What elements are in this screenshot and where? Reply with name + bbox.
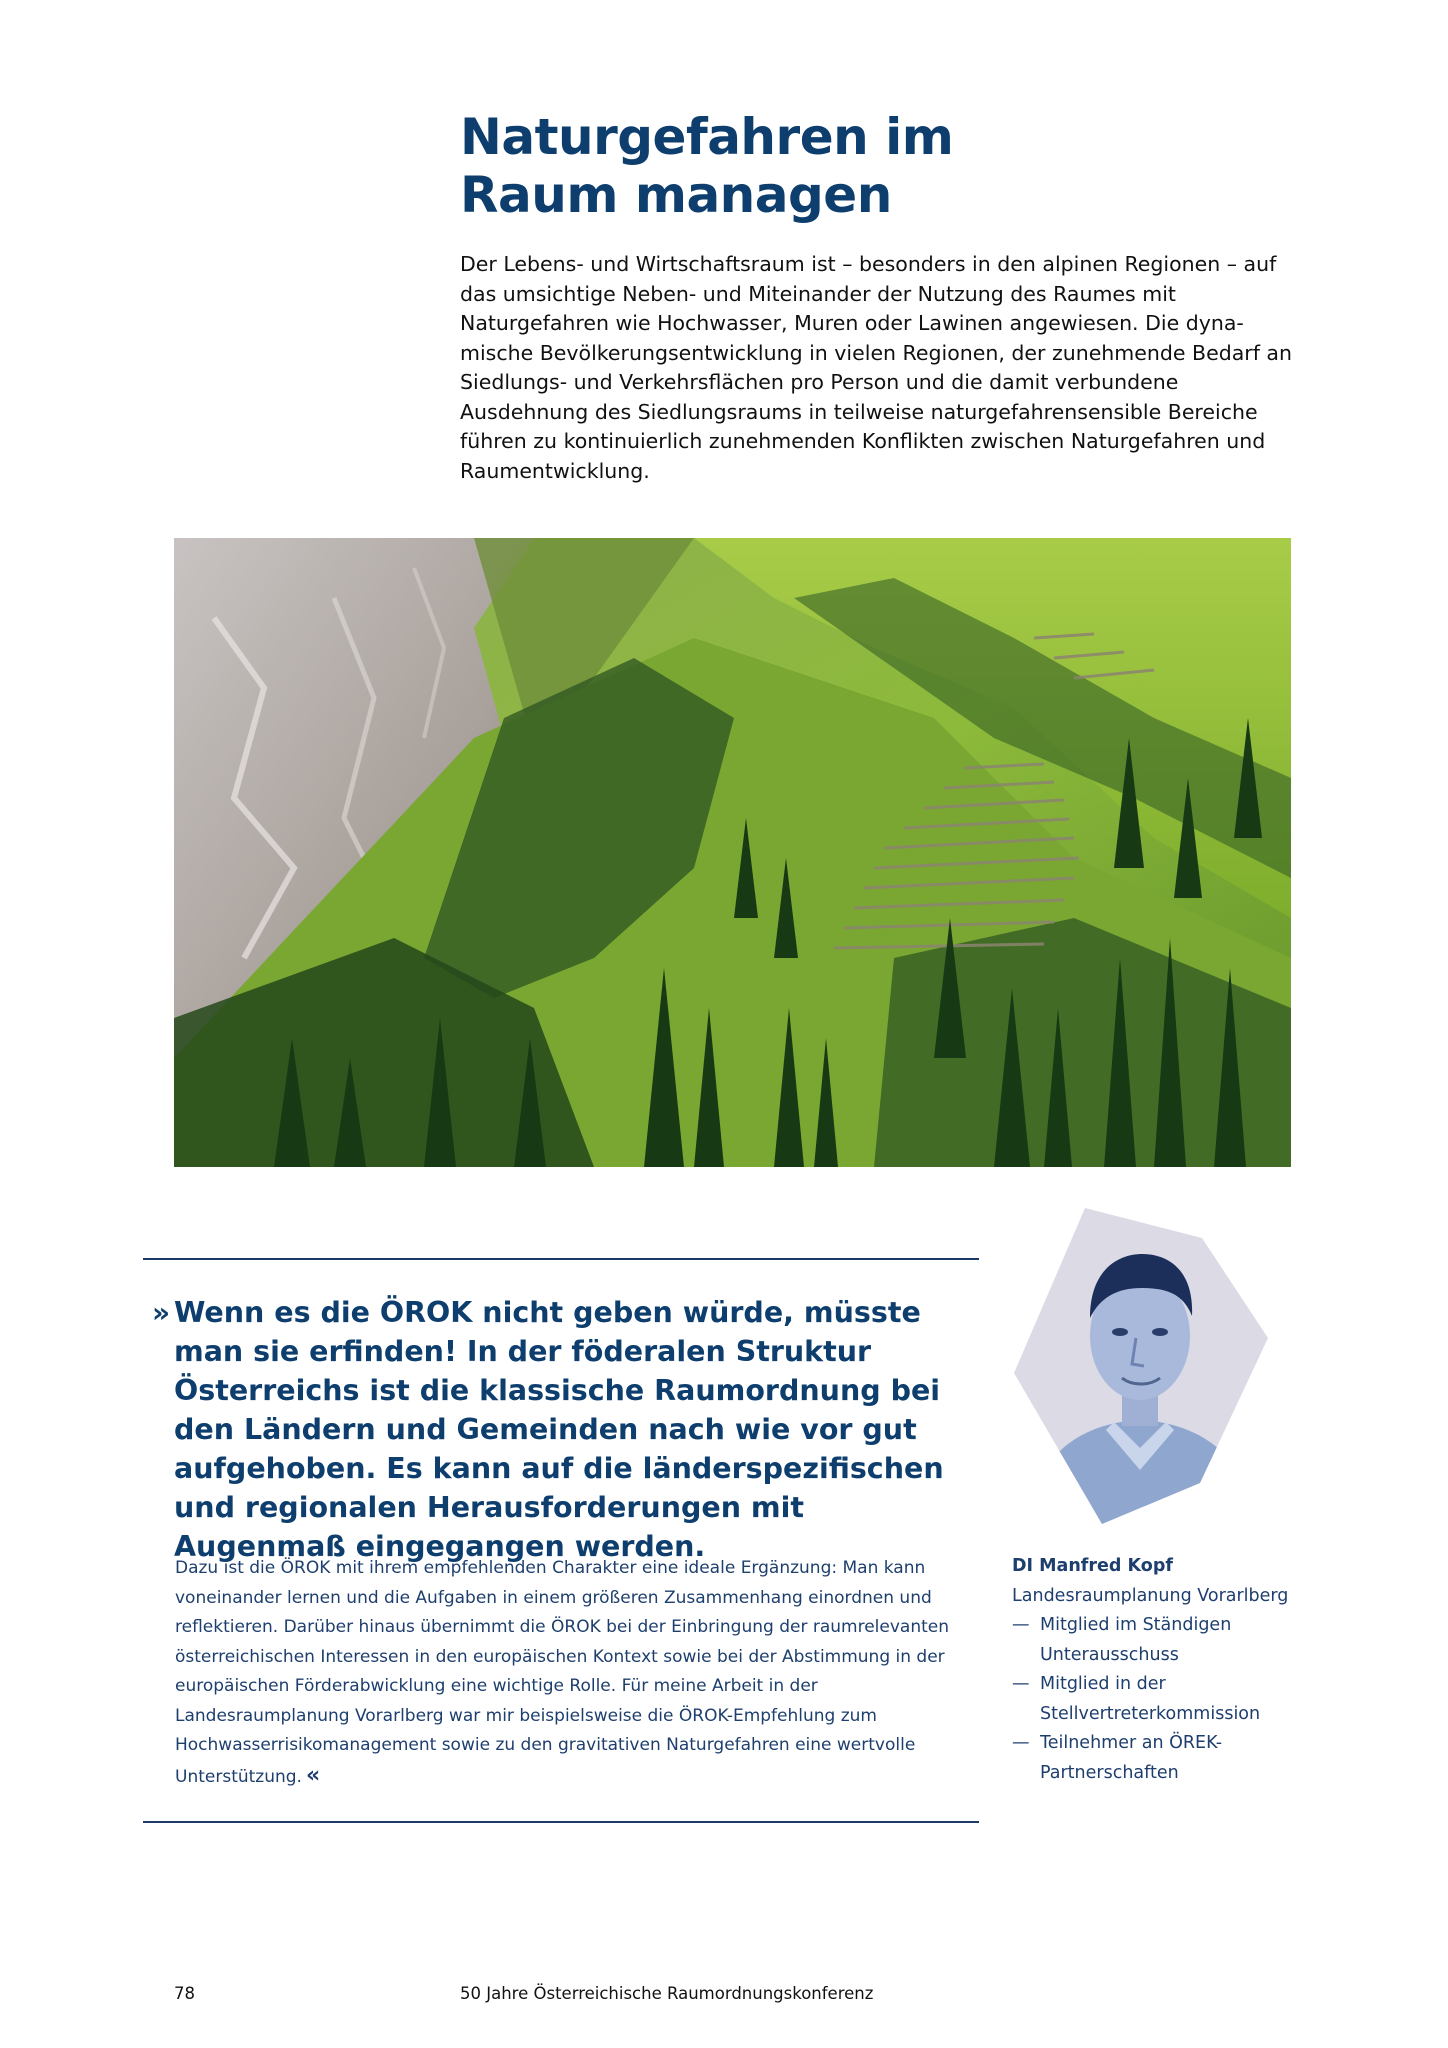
alpine-avalanche-barriers-photo (174, 538, 1291, 1167)
portrait-manfred-kopf (1010, 1208, 1270, 1524)
article-title (460, 108, 1340, 224)
quote-body-text: Dazu ist die ÖROK mit ihrem empfehlenden Charakter eine ideale Ergänzung: Man kann voneinander lernen und die Aufgaben in einem größeren Zusammenhang einordnen und reflektieren. Darüber hinaus übernimmt die ÖROK bei der Einbringung der raumrelevanten österreichischen Interessen in den europäischen Kontext sowie bei der Abstimmung in der europäischen Förderabwicklung eine wichtige Rolle. Für meine Arbeit in der Landesraumplanung Vorarlberg war mir beispielsweise die ÖROK-Empfehlung zum Hochwasserrisikomanagement sowie zu den gravitativen Naturgefahren eine wertvolle Unterstützung. (175, 1558, 949, 1787)
person-info (1012, 1552, 1312, 1788)
person-role-item (1012, 1729, 1312, 1788)
person-role-text: Mitglied in der Stellvertreterkommission (1040, 1674, 1261, 1724)
person-roles-list (1012, 1611, 1312, 1788)
article-title-line-1: Naturgefahren im (460, 108, 954, 166)
pull-quote-text: Wenn es die ÖROK nicht geben würde, müsste man sie erfinden! In der föderalen Struktur Österreichs ist die klassische Raumordnung bei den Ländern und Gemeinden nach wie vor gut aufgehoben. Es kann auf die länderspezifischen und regionalen Herausforderungen mit Augenmaß eingegangen werden. (174, 1296, 944, 1563)
role-dash: — (1012, 1615, 1030, 1635)
opening-quote-mark: » (152, 1296, 171, 1329)
person-name: DI Manfred Kopf (1012, 1556, 1173, 1576)
person-role-text: Mitglied im Ständigen Unterausschuss (1040, 1615, 1232, 1665)
role-dash: — (1012, 1674, 1030, 1694)
quote-top-rule (143, 1258, 979, 1260)
role-dash: — (1012, 1733, 1030, 1753)
intro-paragraph: Der Lebens- und Wirtschaftsraum ist – besonders in den alpinen Regionen – auf das umsichtige Neben- und Miteinander der Nutzung des Raumes mit Naturgefahren wie Hochwasser, Muren oder Lawinen angewiesen. Die dynamische Bevölkerungsentwicklung in vielen Regionen, der zunehmende Bedarf an Siedlungs- und Verkehrsflächen pro Person und die damit verbundene Ausdehnung des Siedlungsraums in teilweise naturgefahrensensible Bereiche führen zu kontinuierlich zunehmenden Konflikten zwischen Naturgefahren und Raumentwicklung. (460, 252, 1292, 483)
person-role-item (1012, 1611, 1312, 1670)
page-number: 78 (174, 1984, 195, 2003)
person-organisation: Landesraumplanung Vorarlberg (1012, 1585, 1289, 1606)
person-role-item (1012, 1670, 1312, 1729)
quote-bottom-rule (143, 1821, 979, 1823)
person-role-text: Teilnehmer an ÖREK-Partnerschaften (1040, 1733, 1223, 1783)
article-title-line-2: Raum managen (460, 166, 892, 224)
quote-body (175, 1554, 957, 1792)
pull-quote (152, 1293, 952, 1566)
running-footer-title: 50 Jahre Österreichische Raumordnungskonferenz (460, 1984, 874, 2003)
closing-quote-mark: « (305, 1762, 321, 1788)
